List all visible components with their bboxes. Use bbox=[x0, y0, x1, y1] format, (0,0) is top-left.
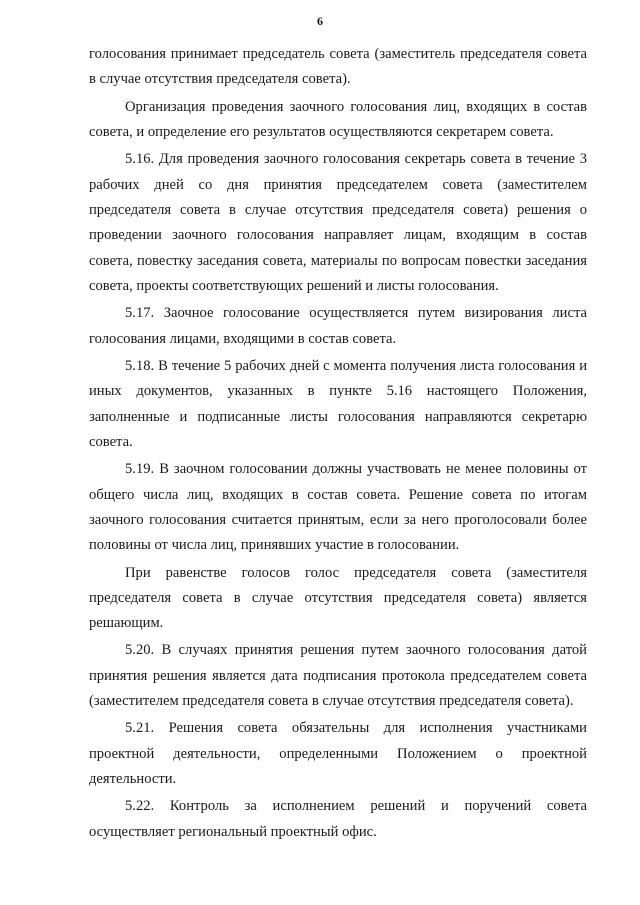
paragraph-5-20: 5.20. В случаях принятия решения путем заочного голосования датой принятия решения является дата подписания протокола председателем совета (заместителем председателя совета в случае отсутствия председателя совета). bbox=[89, 642, 587, 710]
paragraph-tie-vote: При равенстве голосов голос председателя совета (заместителя председателя совета в случае отсутствия председателя совета) является решающим. bbox=[89, 564, 587, 632]
paragraph-5-19: 5.19. В заочном голосовании должны участвовать не менее половины от общего числа лиц, входящих в состав совета. Решение совета по итогам заочного голосования считается принятым, если за него проголосовали более половины от числа лиц, принявших участие в голосовании. bbox=[89, 461, 587, 554]
paragraph-voting-organization: Организация проведения заочного голосования лиц, входящих в состав совета, и определение его результатов осуществляются секретарем совета. bbox=[89, 98, 587, 140]
paragraph-voting-chair-continued: голосования принимает председатель совета (заместитель председателя совета в случае отсутствия председателя совета). bbox=[89, 46, 587, 88]
page-number: 6 bbox=[317, 14, 323, 28]
paragraph-5-22: 5.22. Контроль за исполнением решений и поручений совета осуществляет региональный проектный офис. bbox=[89, 798, 587, 840]
paragraph-5-17: 5.17. Заочное голосование осуществляется путем визирования листа голосования лицами, входящими в состав совета. bbox=[89, 305, 587, 347]
document-body bbox=[89, 42, 587, 845]
paragraph-5-18: 5.18. В течение 5 рабочих дней с момента получения листа голосования и иных документов, указанных в пункте 5.16 настоящего Положения, заполненные и подписанные листы голосования направляются секретарю совета. bbox=[89, 357, 587, 450]
paragraph-5-21: 5.21. Решения совета обязательны для исполнения участниками проектной деятельности, определенными Положением о проектной деятельности. bbox=[89, 720, 587, 788]
paragraph-5-16: 5.16. Для проведения заочного голосования секретарь совета в течение 3 рабочих дней со дня принятия председателем совета (заместителем председателя совета в случае отсутствия председателя совета) решения о проведении заочного голосования направляет лицам, входящим в состав совета, повестку заседания совета, материалы по вопросам повестки заседания совета, проекты соответствующих решений и листы голосования. bbox=[89, 151, 587, 294]
